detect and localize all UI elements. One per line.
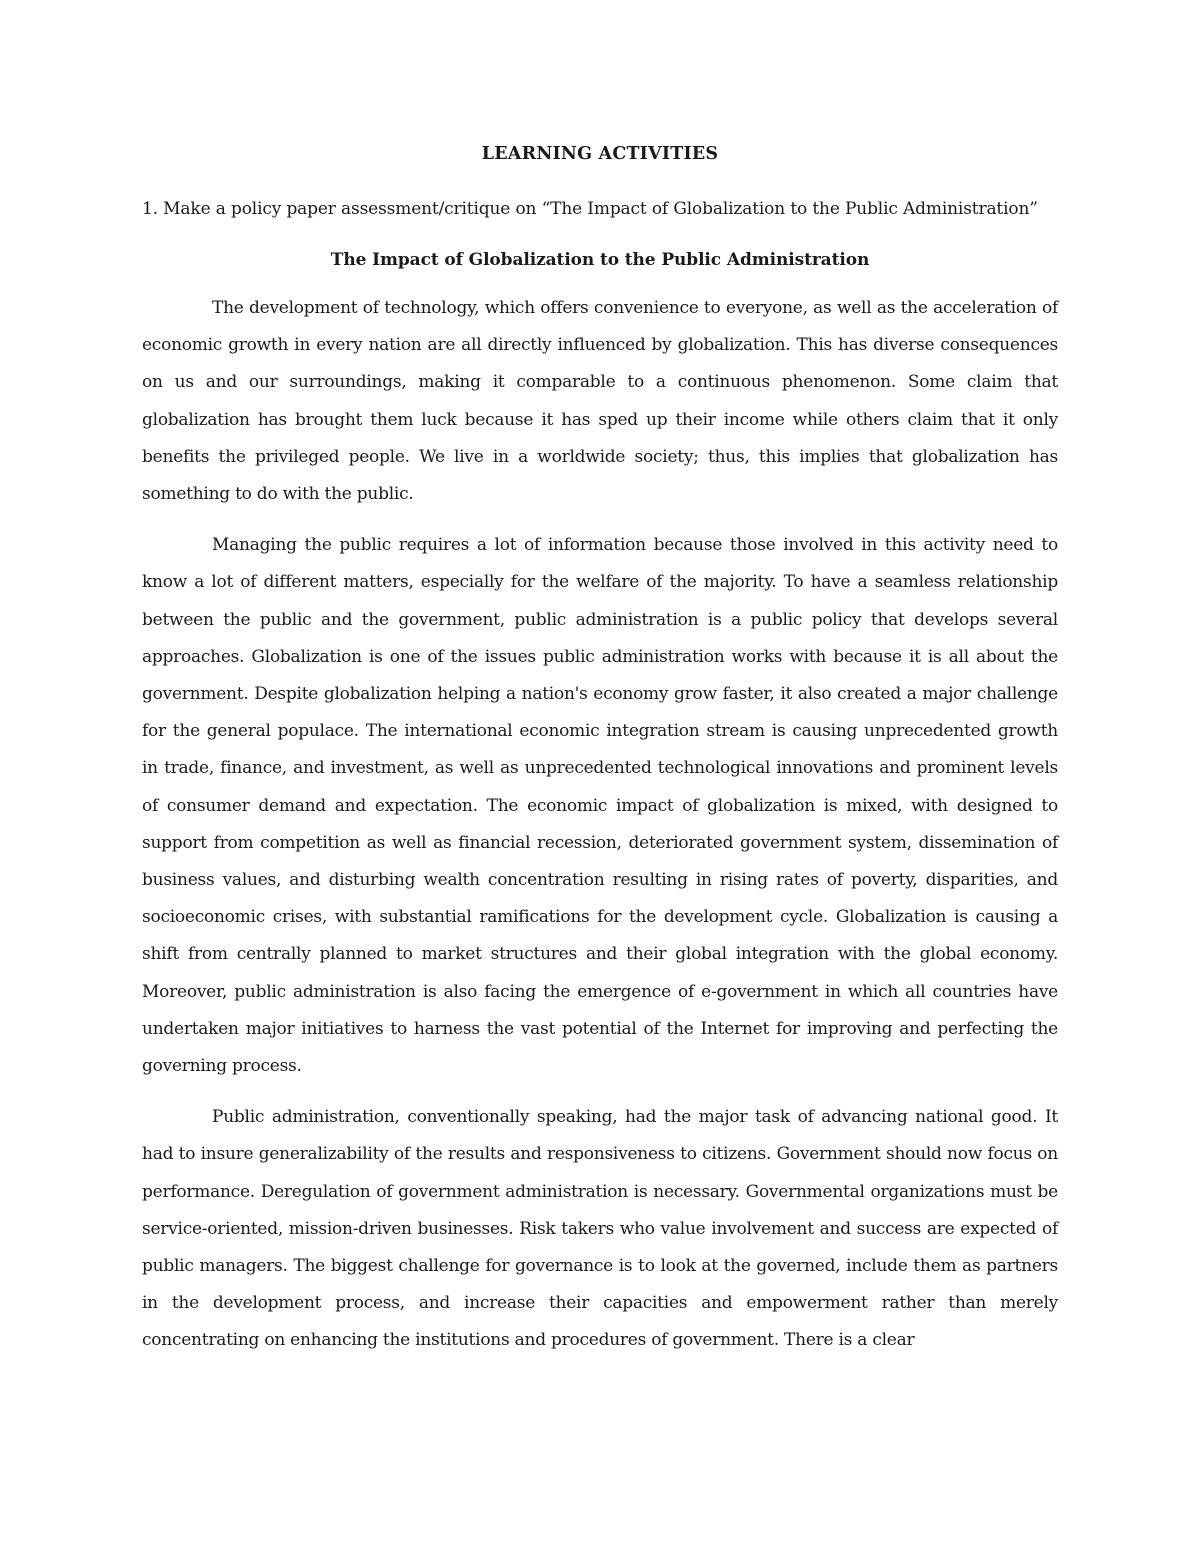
- paragraph-3: Public administration, conventionally speaking, had the major task of advancing national good. It had to insure generalizability of the results and responsiveness to citizens. Government should now focus on performance. Deregulation of government administration is necessary. Governmental organizations must be service-oriented, mission-driven businesses. Risk takers who value involvement and success are expected of public managers. The biggest challenge for governance is to look at the governed, include them as partners in the development process, and increase their capacities and empowerment rather than merely concentrating on enhancing the institutions and procedures of government. There is a clear: [142, 1107, 1058, 1351]
- section-heading: LEARNING ACTIVITIES: [481, 144, 719, 164]
- activity-instruction: 1. Make a policy paper assessment/critique on “The Impact of Globalization to the Public Administration”: [142, 199, 1038, 219]
- document-body: [142, 142, 1058, 1360]
- paragraph-1: The development of technology, which offers convenience to everyone, as well as the acceleration of economic growth in every nation are all directly influenced by globalization. This has diverse consequences on us and our surroundings, making it comparable to a continuous phenomenon. Some claim that globalization has brought them luck because it has sped up their income while others claim that it only benefits the privileged people. We live in a worldwide society; thus, this implies that globalization has something to do with the public.: [142, 298, 1058, 505]
- paper-title: The Impact of Globalization to the Public Administration: [330, 250, 870, 270]
- paragraph-2: Managing the public requires a lot of information because those involved in this activity need to know a lot of different matters, especially for the welfare of the majority. To have a seamless relationship between the public and the government, public administration is a public policy that develops several approaches. Globalization is one of the issues public administration works with because it is all about the government. Despite globalization helping a nation's economy grow faster, it also created a major challenge for the general populace. The international economic integration stream is causing unprecedented growth in trade, finance, and investment, as well as unprecedented technological innovations and prominent levels of consumer demand and expectation. The economic impact of globalization is mixed, with designed to support from competition as well as financial recession, deteriorated government system, dissemination of business values, and disturbing wealth concentration resulting in rising rates of poverty, disparities, and socioeconomic crises, with substantial ramifications for the development cycle. Globalization is causing a shift from centrally planned to market structures and their global integration with the global economy. Moreover, public administration is also facing the emergence of e-government in which all countries have undertaken major initiatives to harness the vast potential of the Internet for improving and perfecting the governing process.: [142, 535, 1058, 1077]
